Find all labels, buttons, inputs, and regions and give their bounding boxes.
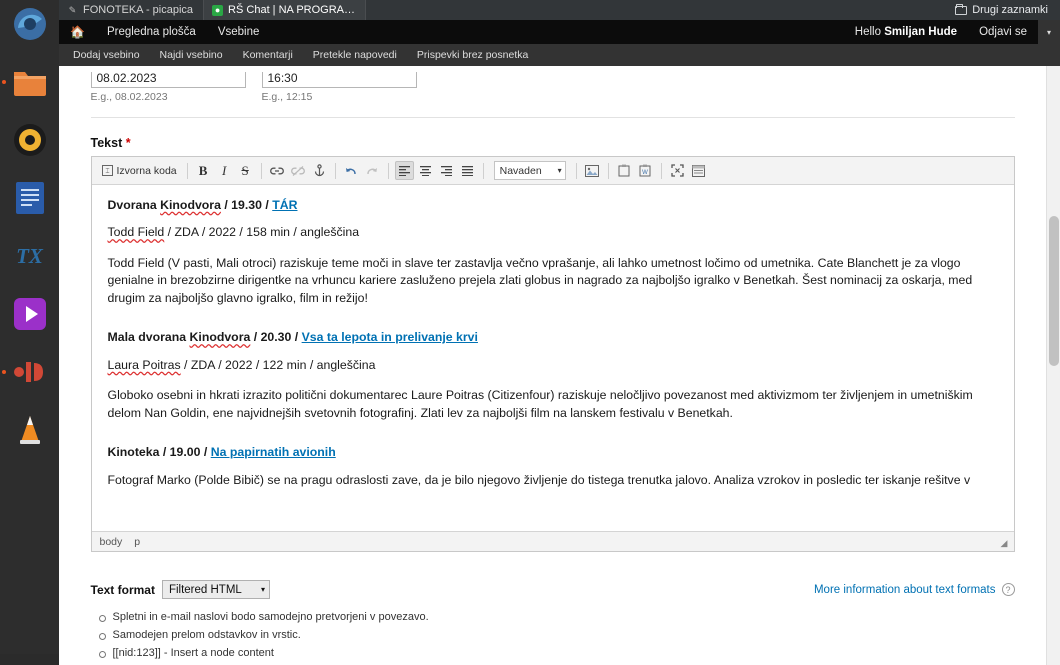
- date-input[interactable]: 08.02.2023: [91, 72, 246, 88]
- admin-item-dashboard[interactable]: [96, 20, 207, 44]
- element-path-body[interactable]: body: [99, 535, 123, 548]
- toolbar-separator: [483, 163, 484, 179]
- subbar-item-posts-without-recording[interactable]: [407, 44, 538, 66]
- text-format-help: [814, 583, 1015, 596]
- undo-arrow-icon: [344, 165, 358, 177]
- paragraph-format-select[interactable]: [494, 161, 566, 180]
- align-right-icon: [440, 165, 453, 176]
- image-icon: [585, 165, 599, 177]
- other-bookmarks-label: Drugi zaznamki: [972, 4, 1048, 16]
- editor-paragraph-2: Globoko osebni in hkrati izrazito politični dokumentarec Laure Poitras (Citizenfour) raziskuje neločljivo povezanost med aktivizmom ter življenjem in umetniškim delom Nan Goldin, ene najvidnejših svetovnih fotografinj. Zlati lev za najboljši film na lanskem festivalu v Benetkah.: [107, 388, 973, 420]
- editor-content-area[interactable]: [92, 185, 1014, 531]
- heading-prefix: Dvorana: [107, 198, 161, 212]
- toolbar-separator: [388, 163, 389, 179]
- subbar-item-label: Dodaj vsebino: [73, 49, 140, 61]
- media-player-icon: [12, 122, 48, 158]
- user-name: Smiljan Hude: [884, 26, 958, 38]
- section-divider: [91, 117, 1015, 118]
- date-hint: E.g., 08.02.2023: [90, 91, 168, 103]
- audio-editor-icon: [12, 357, 48, 387]
- running-indicator: [2, 370, 6, 374]
- admin-toolbar-left: [59, 20, 270, 44]
- toolbar-separator: [335, 163, 336, 179]
- admin-toolbar[interactable]: [59, 20, 1060, 44]
- page-viewport: [59, 66, 1060, 665]
- editor-heading-1: [108, 197, 998, 214]
- editor-heading-2: [108, 329, 998, 346]
- editor-meta-2: [108, 357, 998, 374]
- dock-item-file-manager[interactable]: [8, 60, 52, 104]
- text-field-label: [91, 136, 1015, 150]
- paste-icon: [618, 164, 630, 177]
- text-format-tips: [91, 611, 1015, 659]
- editor-paragraph-3: Fotograf Marko (Polde Bibič) se na pragu odraslosti zave, da je bilo njegovo življenje do tistega trenutka jalovo. Analiza vzrokov in posledic ter iskanje rešitve v: [107, 472, 971, 487]
- folder-icon: [955, 6, 967, 15]
- dock-item-media-player[interactable]: [8, 118, 52, 162]
- dock-bottom-filler: [0, 630, 59, 654]
- text-format-select[interactable]: [162, 580, 270, 599]
- heading-middle: / 19.30 /: [220, 198, 273, 212]
- strikethrough-button[interactable]: [236, 161, 255, 180]
- subbar-item-label: Pretekle napovedi: [312, 49, 397, 61]
- dock-item-vlc[interactable]: [8, 408, 52, 452]
- heading-spellchecked-word: Kinodvora: [189, 330, 251, 345]
- chevron-down-icon[interactable]: [1038, 20, 1060, 44]
- vlc-cone-icon: [15, 413, 45, 447]
- source-code-button[interactable]: [98, 161, 181, 180]
- page-content-area: [59, 66, 1046, 665]
- toolbar-separator: [661, 163, 662, 179]
- dock-item-video-player[interactable]: [8, 292, 52, 336]
- unlink-button[interactable]: [289, 161, 308, 180]
- maximize-icon: [671, 164, 684, 177]
- link-icon: [270, 165, 284, 177]
- redo-arrow-icon: [365, 165, 379, 177]
- italic-label: I: [221, 162, 227, 178]
- caret-glyph: ▾: [1046, 27, 1051, 37]
- paste-from-word-button[interactable]: [636, 161, 655, 180]
- time-input[interactable]: 16:30: [262, 72, 417, 88]
- admin-item-label: Vsebine: [217, 26, 260, 38]
- admin-sub-toolbar[interactable]: [59, 44, 1060, 66]
- pin-icon: ✎: [68, 4, 77, 15]
- align-left-button[interactable]: [395, 161, 414, 180]
- logout-label: Odjavi se: [979, 26, 1027, 38]
- meta-rest: / ZDA / 2022 / 122 min / angleščina: [180, 357, 376, 372]
- anchor-icon: [313, 164, 326, 177]
- page-scrollbar[interactable]: [1046, 66, 1060, 665]
- time-field-wrapper: [262, 72, 417, 103]
- tab-strip-spacer: [366, 0, 943, 20]
- video-player-icon: [13, 297, 47, 331]
- tab-title: FONOTEKA - picapica: [83, 4, 194, 16]
- subbar-item-label: Najdi vsebino: [159, 49, 223, 61]
- node-edit-form: [91, 66, 1015, 659]
- element-path-p[interactable]: p: [134, 535, 141, 548]
- rich-text-editor: [91, 156, 1015, 552]
- toolbar-separator: [187, 163, 188, 179]
- tip-item: Samodejen prelom odstavkov in vrstic.: [91, 629, 1015, 641]
- text-format-label: Text format: [90, 582, 155, 597]
- more-info-link[interactable]: More information about text formats: [813, 583, 996, 596]
- required-marker: *: [125, 136, 131, 150]
- browser-tab-1[interactable]: [59, 0, 204, 20]
- writer-document-icon: [14, 180, 46, 216]
- text-format-value: Filtered HTML: [168, 583, 242, 596]
- editor-heading-3: [108, 444, 998, 461]
- editor-meta-1: [108, 224, 998, 241]
- align-justify-button[interactable]: [458, 161, 477, 180]
- running-indicator: [2, 80, 6, 84]
- chevron-down-icon: ▾: [260, 585, 265, 594]
- editor-block-3: [108, 444, 998, 489]
- editor-link[interactable]: Vsa ta lepota in prelivanje krvi: [301, 330, 478, 345]
- heading-spellchecked-word: Kinodvora: [160, 198, 221, 212]
- editor-paragraph-1: Todd Field (V pasti, Mali otroci) raziskuje teme moči in slave ter zastavlja večno vprašanje, ali lahko umetnost ločimo od umetnika. Cate Blanchett je za vlogo genialne in brezobzirne dirigentke na vrhuncu kariere zasluženo prejela zlati globus in nagrado za najboljšo igralko v Benetkah. Šest nominacij za oskarja, med drugim za najboljšo glavno igralko, film in režijo!: [107, 255, 973, 305]
- strike-label: S: [241, 162, 249, 178]
- bold-label: B: [198, 162, 208, 178]
- greeting-prefix: Hello: [854, 26, 881, 38]
- heading-prefix: Kinoteka / 19.00 /: [107, 445, 211, 460]
- align-justify-icon: [461, 165, 474, 176]
- logout-link[interactable]: [968, 20, 1038, 44]
- heading-middle: / 20.30 /: [250, 330, 302, 345]
- file-manager-icon: [12, 67, 48, 97]
- paragraph-format-value: Navaden: [499, 164, 542, 177]
- text-format-row: [91, 580, 1015, 599]
- subbar-item-add-content[interactable]: [63, 44, 150, 66]
- dock-item-audio-editor[interactable]: [8, 350, 52, 394]
- tip-item: [[nid:123]] - Insert a node content: [91, 647, 1015, 659]
- latex-editor-icon: TX: [16, 243, 43, 268]
- undo-button[interactable]: [342, 161, 361, 180]
- svg-text:W: W: [642, 170, 648, 176]
- application-dock[interactable]: [0, 0, 59, 654]
- help-icon[interactable]: ?: [1002, 583, 1015, 596]
- link-button[interactable]: [268, 161, 287, 180]
- subbar-item-find-content[interactable]: [150, 44, 233, 66]
- tab-title: RŠ Chat | NA PROGRA…: [228, 4, 355, 16]
- dock-item-writer-document[interactable]: [8, 176, 52, 220]
- toolbar-separator: [608, 163, 609, 179]
- browser-tab-2[interactable]: [204, 0, 366, 20]
- heading-prefix: Mala dvorana: [107, 330, 190, 345]
- time-hint: E.g., 12:15: [261, 91, 313, 103]
- anchor-button[interactable]: [310, 161, 329, 180]
- italic-button[interactable]: [215, 161, 234, 180]
- chat-icon: ●: [212, 5, 223, 16]
- dock-item-latex-editor[interactable]: [8, 234, 52, 278]
- admin-item-label: Pregledna plošča: [106, 26, 196, 38]
- other-bookmarks-button[interactable]: [943, 0, 1060, 20]
- subbar-item-past-announcements[interactable]: [303, 44, 407, 66]
- meta-author: Laura Poitras: [107, 357, 181, 372]
- bold-button[interactable]: [194, 161, 213, 180]
- editor-link[interactable]: Na papirnatih avionih: [210, 445, 336, 460]
- editor-toolbar[interactable]: [92, 157, 1014, 185]
- browser-tab-strip[interactable]: [59, 0, 1060, 20]
- toolbar-separator: [261, 163, 262, 179]
- home-icon[interactable]: 🏠: [70, 25, 85, 39]
- redo-button[interactable]: [363, 161, 382, 180]
- editor-block-2: [108, 329, 998, 422]
- chevron-down-icon: ▾: [557, 166, 562, 175]
- align-center-button[interactable]: [416, 161, 435, 180]
- files-browser-icon: [12, 6, 48, 42]
- editor-link[interactable]: TÁR: [272, 198, 298, 212]
- paste-from-word-icon: [639, 164, 651, 177]
- resize-handle-icon[interactable]: ◢: [1000, 538, 1008, 548]
- dock-item-files-browser[interactable]: [8, 2, 52, 46]
- datetime-row: [91, 66, 1015, 103]
- templates-icon: [692, 165, 705, 177]
- browser-window: [59, 0, 1060, 659]
- page-scrollbar-thumb[interactable]: [1049, 216, 1059, 366]
- admin-item-content[interactable]: [207, 20, 271, 44]
- subbar-item-label: Komentarji: [242, 49, 293, 61]
- unlink-icon: [291, 165, 305, 177]
- admin-toolbar-right: [844, 20, 1060, 44]
- meta-rest: / ZDA / 2022 / 158 min / angleščina: [164, 225, 360, 240]
- text-field-label-text: Tekst: [90, 136, 123, 150]
- templates-button[interactable]: [689, 161, 708, 180]
- align-left-icon: [398, 165, 411, 176]
- meta-author: Todd Field: [107, 225, 165, 240]
- paste-button[interactable]: [615, 161, 634, 180]
- maximize-button[interactable]: [668, 161, 687, 180]
- subbar-item-label: Prispevki brez posnetka: [416, 49, 529, 61]
- user-greeting[interactable]: [844, 20, 968, 44]
- source-code-label: Izvorna koda: [116, 164, 177, 177]
- svg-text:⌶: ⌶: [104, 168, 110, 175]
- align-center-icon: [419, 165, 432, 176]
- tip-item: Spletni in e-mail naslovi bodo samodejno pretvorjeni v povezavo.: [91, 611, 1015, 623]
- align-right-button[interactable]: [437, 161, 456, 180]
- editor-block-1: [108, 197, 998, 307]
- editor-element-path: [92, 531, 1014, 551]
- date-field-wrapper: [91, 72, 246, 103]
- source-code-icon: [102, 165, 113, 176]
- subbar-item-comments[interactable]: [233, 44, 303, 66]
- insert-image-button[interactable]: [583, 161, 602, 180]
- toolbar-separator: [576, 163, 577, 179]
